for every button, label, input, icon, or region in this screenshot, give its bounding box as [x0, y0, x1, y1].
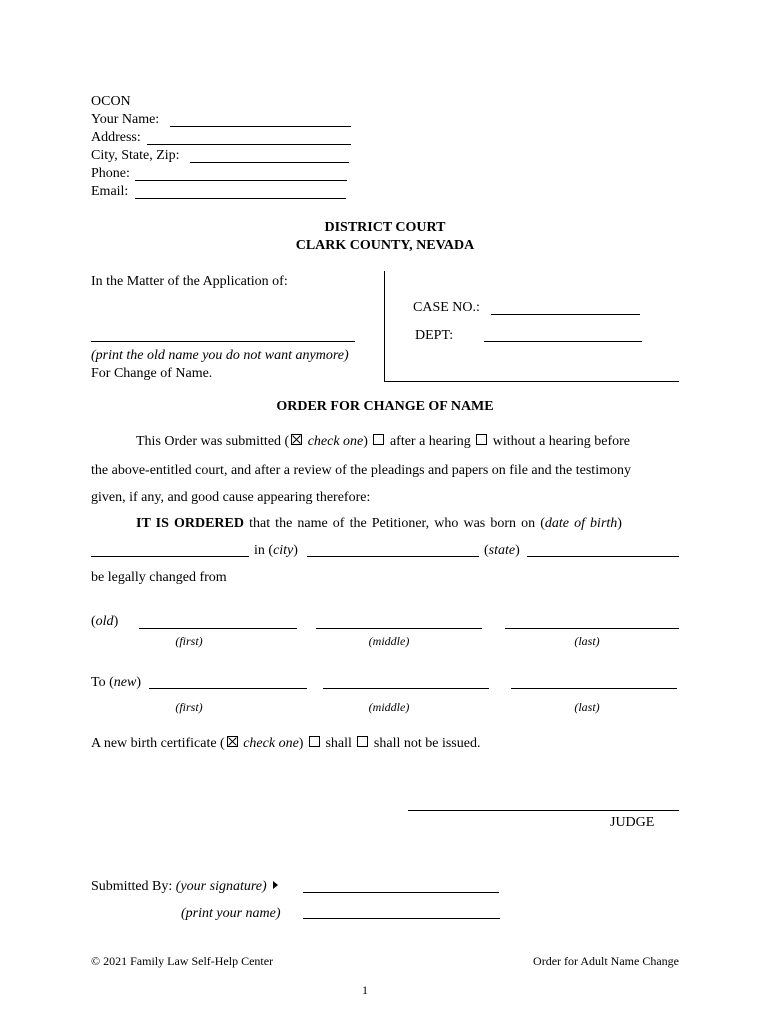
judge-signature-field[interactable]: [408, 810, 679, 811]
new-first-name-field[interactable]: [149, 688, 307, 689]
old-middle-caption: (middle): [368, 634, 410, 648]
phone-field[interactable]: [135, 180, 347, 181]
it-is-ordered: IT IS ORDERED: [136, 516, 244, 531]
document-title: ORDER FOR CHANGE OF NAME: [276, 399, 494, 414]
your-name-label: Your Name:: [91, 112, 160, 127]
footer-form-name: Order for Adult Name Change: [533, 954, 679, 968]
case-number-field[interactable]: [491, 314, 640, 315]
old-label: old: [95, 614, 114, 629]
state-label: state: [488, 543, 516, 558]
judge-label: JUDGE: [610, 815, 655, 830]
city-close: ): [293, 543, 298, 558]
signature-field[interactable]: [303, 892, 499, 893]
state-label-group: [484, 543, 520, 559]
city-label-group: [254, 543, 298, 559]
without-hearing-checkbox[interactable]: [476, 434, 487, 445]
old-first-caption: (first): [175, 634, 203, 648]
print-name-label: (print your name): [181, 906, 281, 921]
birth-certificate-line: [91, 736, 480, 752]
court-name: DISTRICT COURT: [324, 220, 446, 235]
footer-copyright: © 2021 Family Law Self-Help Center: [91, 954, 274, 968]
check-one-box-icon: [291, 434, 302, 445]
phone-label: Phone:: [91, 166, 130, 181]
in-label: in (: [254, 543, 274, 558]
after-hearing-checkbox[interactable]: [373, 434, 384, 445]
birth-state-field[interactable]: [527, 556, 679, 557]
old-middle-name-field[interactable]: [316, 628, 482, 629]
changed-from-label: be legally changed from: [91, 570, 227, 585]
email-label: Email:: [91, 184, 129, 199]
new-last-name-field[interactable]: [511, 688, 677, 689]
dept-label: DEPT:: [415, 328, 454, 343]
old-open: (: [91, 614, 96, 629]
shall-label: shall: [325, 736, 352, 751]
arrow-right-icon: [273, 881, 278, 889]
without-hearing-label: without a hearing before: [492, 434, 631, 449]
court-county: CLARK COUNTY, NEVADA: [295, 238, 475, 253]
shall-not-label: shall not be issued.: [373, 736, 481, 751]
ordered-text: that the name of the Petitioner, who was born on (: [249, 516, 545, 531]
birth-cert-text: A new birth certificate (: [91, 736, 225, 751]
address-field[interactable]: [147, 144, 351, 145]
dob-label: date of birth: [544, 516, 618, 531]
city-label: city: [273, 543, 294, 558]
submission-line-3: given, if any, and good cause appearing therefore:: [91, 490, 371, 505]
matter-label: In the Matter of the Application of:: [91, 274, 288, 289]
new-middle-caption: (middle): [368, 700, 410, 714]
city-state-zip-label: City, State, Zip:: [91, 148, 180, 163]
page-number: 1: [362, 983, 368, 997]
new-middle-name-field[interactable]: [323, 688, 489, 689]
shall-not-checkbox[interactable]: [357, 736, 368, 747]
print-name-field[interactable]: [303, 918, 500, 919]
to-label: To (: [91, 675, 114, 690]
address-label: Address:: [91, 130, 141, 145]
paren-close: ): [363, 434, 368, 449]
your-name-field[interactable]: [170, 126, 351, 127]
form-code: OCON: [91, 94, 131, 109]
old-name-caption-field[interactable]: [91, 341, 355, 342]
submission-line-2: the above-entitled court, and after a review of the pleadings and papers on file and the testimony: [91, 463, 631, 478]
state-close: ): [515, 543, 520, 558]
your-signature-label: (your signature): [175, 879, 267, 894]
after-hearing-label: after a hearing: [389, 434, 471, 449]
email-field[interactable]: [135, 198, 346, 199]
shall-checkbox[interactable]: [309, 736, 320, 747]
state-open: (: [484, 543, 489, 558]
old-name-hint: (print the old name you do not want anymore): [91, 348, 349, 363]
birth-cert-close: ): [298, 736, 304, 751]
old-last-caption: (last): [574, 634, 600, 648]
ordered-line: [136, 516, 622, 532]
for-change-label: For Change of Name.: [91, 366, 213, 381]
new-last-caption: (last): [574, 700, 600, 714]
old-label-group: [91, 614, 118, 630]
submitted-by-line: [91, 879, 284, 895]
check-one-label: check one: [307, 434, 364, 449]
new-first-caption: (first): [175, 700, 203, 714]
new-label: new: [113, 675, 137, 690]
new-label-group: [91, 675, 141, 691]
check-one-box-icon: [227, 736, 238, 747]
dept-field[interactable]: [484, 341, 642, 342]
old-last-name-field[interactable]: [505, 628, 679, 629]
old-first-name-field[interactable]: [139, 628, 297, 629]
case-number-label: CASE NO.:: [413, 300, 480, 315]
submission-text: This Order was submitted (: [136, 434, 290, 449]
submission-line: [136, 434, 630, 450]
old-close: ): [113, 614, 119, 629]
birth-date-field[interactable]: [91, 556, 249, 557]
caption-bottom-rule: [384, 381, 679, 382]
new-close: ): [136, 675, 141, 690]
dob-close: ): [617, 516, 622, 531]
caption-divider: [384, 271, 385, 381]
submitted-by-label: Submitted By:: [91, 879, 173, 894]
birth-city-field[interactable]: [307, 556, 479, 557]
city-state-zip-field[interactable]: [190, 162, 349, 163]
birth-cert-check-one: check one: [243, 736, 299, 751]
